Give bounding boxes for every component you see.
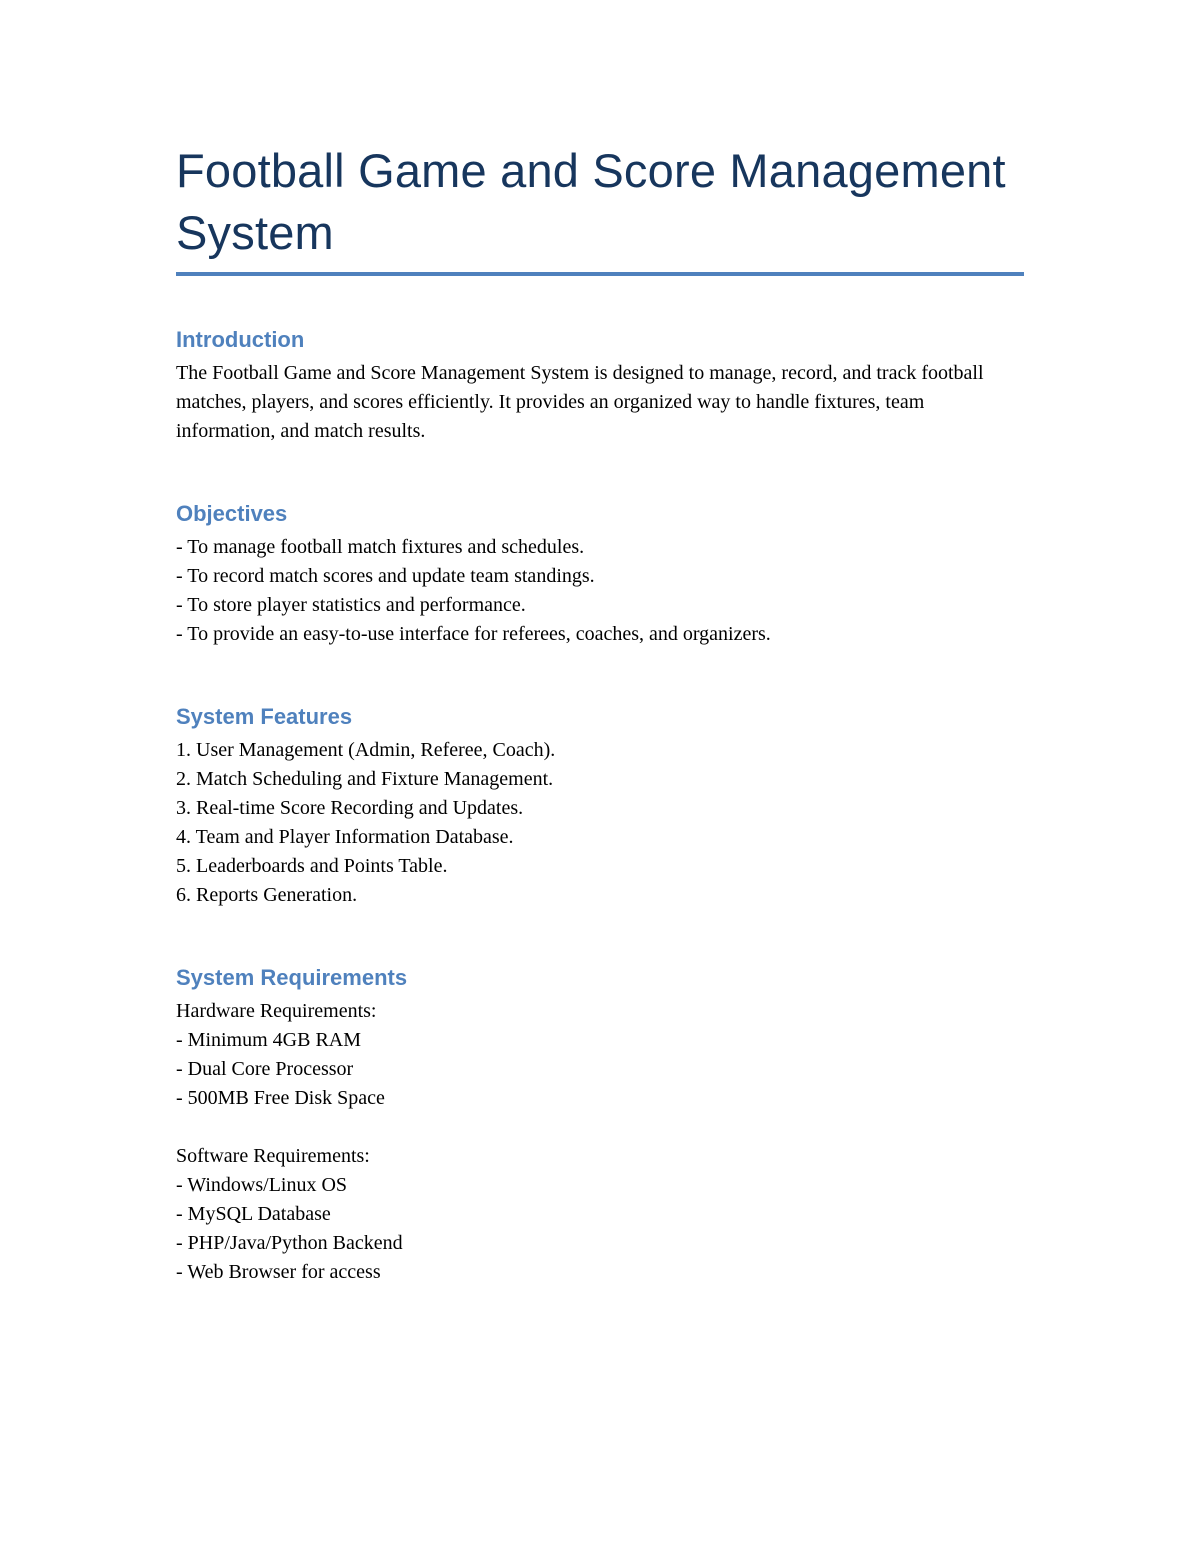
list-item: 3. Real-time Score Recording and Updates. bbox=[176, 797, 524, 819]
list-item: 2. Match Scheduling and Fixture Management. bbox=[176, 768, 554, 790]
list-item: - PHP/Java/Python Backend bbox=[176, 1232, 403, 1254]
features-heading: System Features bbox=[176, 704, 353, 729]
software-requirements-label: Software Requirements: bbox=[176, 1145, 370, 1167]
section-system-features bbox=[176, 703, 1024, 910]
objectives-list bbox=[176, 533, 1024, 649]
list-item: - To record match scores and update team standings. bbox=[176, 565, 595, 587]
requirements-heading: System Requirements bbox=[176, 965, 408, 990]
hardware-requirements-label: Hardware Requirements: bbox=[176, 1000, 377, 1022]
list-item: 1. User Management (Admin, Referee, Coach). bbox=[176, 739, 556, 761]
list-item: - Minimum 4GB RAM bbox=[176, 1029, 362, 1051]
introduction-paragraph: The Football Game and Score Management System is designed to manage, record, and track football matches, players, and scores efficiently. It provides an organized way to handle fixtures, team information, and match results. bbox=[176, 362, 984, 442]
section-system-requirements bbox=[176, 964, 1024, 1287]
title-underline-rule bbox=[176, 272, 1024, 276]
introduction-heading: Introduction bbox=[176, 327, 305, 352]
document-page bbox=[176, 140, 1024, 1287]
list-item: - To manage football match fixtures and schedules. bbox=[176, 536, 585, 558]
objectives-heading: Objectives bbox=[176, 501, 288, 526]
section-introduction bbox=[176, 326, 1024, 446]
list-item: - 500MB Free Disk Space bbox=[176, 1087, 385, 1109]
paragraph-spacer bbox=[176, 1113, 1024, 1142]
list-item: - Windows/Linux OS bbox=[176, 1174, 348, 1196]
list-item: - To provide an easy-to-use interface for referees, coaches, and organizers. bbox=[176, 623, 771, 645]
list-item: - Web Browser for access bbox=[176, 1261, 381, 1283]
list-item: 5. Leaderboards and Points Table. bbox=[176, 855, 448, 877]
list-item: - To store player statistics and performance. bbox=[176, 594, 526, 616]
list-item: - MySQL Database bbox=[176, 1203, 331, 1225]
list-item: - Dual Core Processor bbox=[176, 1058, 354, 1080]
list-item: 6. Reports Generation. bbox=[176, 884, 358, 906]
section-objectives bbox=[176, 500, 1024, 649]
features-list bbox=[176, 736, 1024, 910]
document-title: Football Game and Score Management System bbox=[176, 144, 1006, 259]
list-item: 4. Team and Player Information Database. bbox=[176, 826, 514, 848]
